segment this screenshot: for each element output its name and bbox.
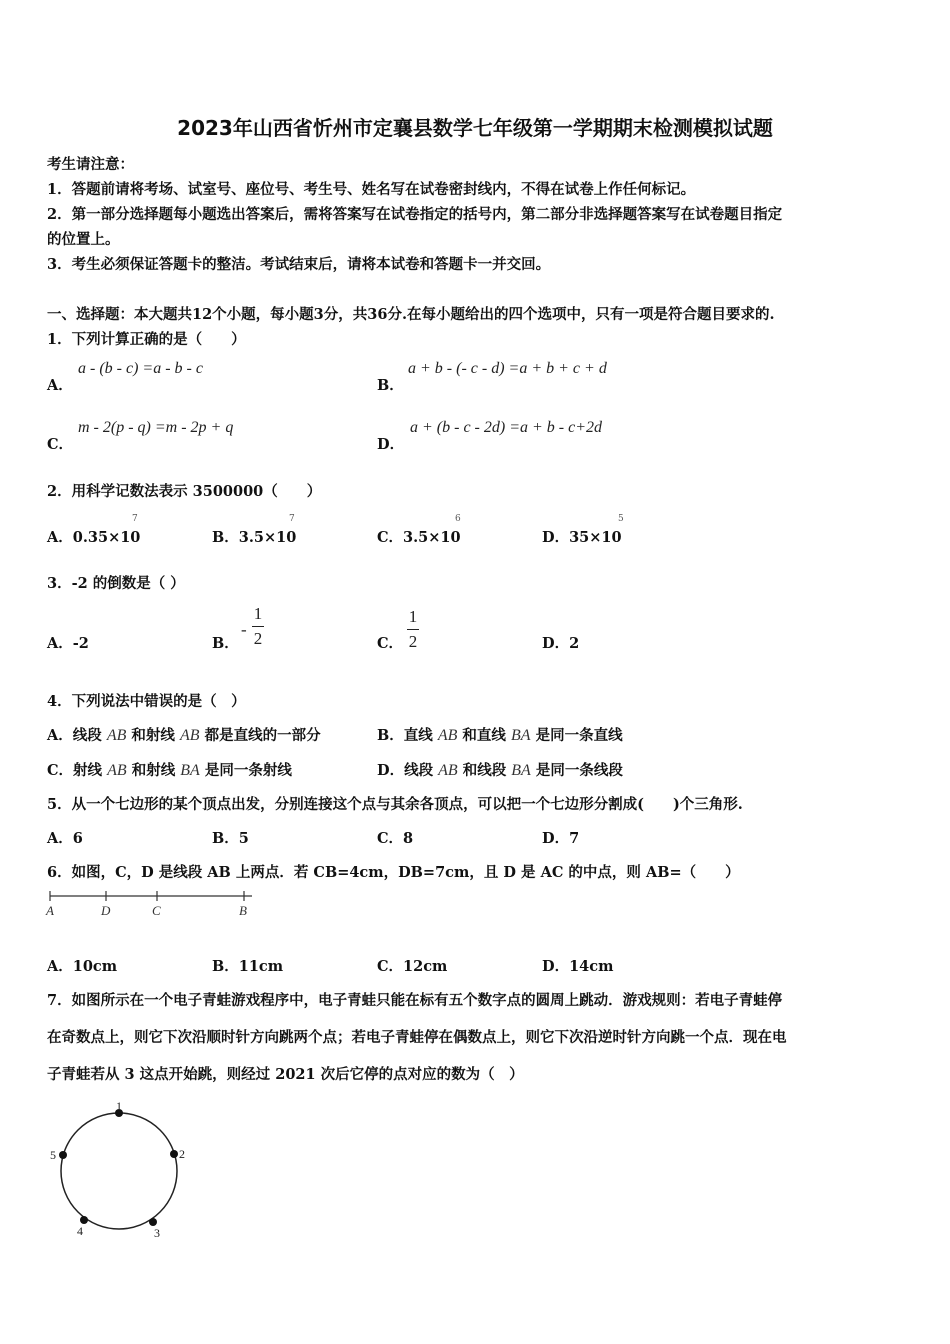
q5-option-c: C．8	[377, 830, 414, 847]
q3-stem: 3．-2 的倒数是（ ）	[47, 575, 185, 592]
q2-option-b-exp: 7	[289, 514, 295, 524]
notice-item-1: 1．答题前请将考场、试室号、座位号、考生号、姓名写在试卷密封线内，不得在试卷上作任何标记。	[47, 181, 696, 198]
notice-item-2-cont: 的位置上。	[47, 231, 120, 248]
q1-option-c: m - 2(p - q) =m - 2p + q	[78, 419, 234, 436]
notice-item-2: 2．第一部分选择题每小题选出答案后，需将答案写在试卷指定的括号内，第二部分非选择题答案写在试卷题目指定	[47, 206, 783, 223]
q1-stem: 1．下列计算正确的是（ ）	[47, 331, 246, 348]
q3-option-c-numerator: 1	[408, 607, 418, 626]
q2-option-d: D．35×10	[542, 529, 622, 546]
q6-line-segment-figure	[44, 888, 258, 920]
q5-option-b: B．5	[212, 830, 249, 847]
point-2-label: 2	[179, 1147, 185, 1161]
notice-heading: 考生请注意：	[47, 156, 134, 173]
q7-circle-figure	[44, 1094, 194, 1244]
q2-option-c: C．3.5×10	[377, 529, 461, 546]
q2-option-b: B．3.5×10	[212, 529, 297, 546]
q3-option-b-sign: -	[241, 620, 247, 639]
point-2-dot	[170, 1150, 178, 1158]
q1-option-a: a - (b - c) =a - b - c	[78, 360, 203, 377]
q4-option-a: A．线段 AB 和射线 AB 都是直线的一部分	[47, 727, 321, 744]
q2-option-a-exp: 7	[132, 514, 138, 524]
q1-option-d-label: D．	[377, 436, 405, 453]
point-a-label: A	[46, 903, 54, 918]
q3-option-d: D．2	[542, 635, 580, 652]
fraction-bar	[407, 629, 419, 630]
q6-option-a: A．10cm	[47, 958, 118, 975]
q3-option-c-fraction	[407, 607, 419, 652]
point-5-label: 5	[50, 1148, 56, 1162]
q6-option-c: C．12cm	[377, 958, 448, 975]
q4-option-b: B．直线 AB 和直线 BA 是同一条直线	[377, 727, 623, 744]
q6-option-b: B．11cm	[212, 958, 284, 975]
point-3-label: 3	[154, 1226, 160, 1240]
frog-circle	[61, 1113, 177, 1229]
q3-option-b-denominator: 2	[253, 629, 263, 648]
point-4-dot	[80, 1216, 88, 1224]
page-title: 2023年山西省忻州市定襄县数学七年级第一学期期末检测模拟试题	[177, 116, 773, 140]
q5-option-a: A．6	[47, 830, 83, 847]
q6-stem: 6．如图，C，D 是线段 AB 上两点．若 CB=4cm，DB=7cm，且 D 是 AC 的中点，则 AB=（ ）	[47, 864, 740, 881]
q4-stem: 4．下列说法中错误的是（ ）	[47, 693, 246, 710]
point-1-label: 1	[116, 1099, 122, 1113]
q1-option-b: a + b - (- c - d) =a + b + c + d	[408, 360, 607, 377]
point-b-label: B	[239, 903, 247, 918]
point-4-label: 4	[77, 1224, 83, 1238]
q2-option-c-exp: 6	[455, 514, 461, 524]
section-header: 一、选择题：本大题共12个小题，每小题3分，共36分.在每小题给出的四个选项中，只有一项是符合题目要求的.	[47, 306, 775, 323]
point-5-dot	[59, 1151, 67, 1159]
q1-option-c-label: C．	[47, 436, 74, 453]
q7-stem-line-2: 在奇数点上，则它下次沿顺时针方向跳两个点；若电子青蛙停在偶数点上，则它下次沿逆时针方向跳一个点．现在电	[47, 1029, 787, 1046]
q6-option-d: D．14cm	[542, 958, 614, 975]
q2-stem: 2．用科学记数法表示 3500000（ ）	[47, 483, 322, 500]
q7-stem-line-3: 子青蛙若从 3 这点开始跳，则经过 2021 次后它停的点对应的数为（ ）	[47, 1066, 524, 1083]
point-3-dot	[149, 1218, 157, 1226]
q5-stem: 5．从一个七边形的某个顶点出发，分别连接这个点与其余各顶点，可以把一个七边形分割成( )个三角形.	[47, 796, 743, 813]
q2-option-a: A．0.35×10	[47, 529, 141, 546]
notice-item-3: 3．考生必须保证答题卡的整洁。考试结束后，请将本试卷和答题卡一并交回。	[47, 256, 551, 273]
q7-stem-line-1: 7．如图所示在一个电子青蛙游戏程序中，电子青蛙只能在标有五个数字点的圆周上跳动．游戏规则：若电子青蛙停	[47, 992, 783, 1009]
q1-option-b-label: B．	[377, 377, 404, 394]
q4-option-c: C．射线 AB 和射线 BA 是同一条射线	[47, 762, 292, 779]
q5-option-d: D．7	[542, 830, 580, 847]
q1-option-d: a + (b - c - 2d) =a + b - c+2d	[410, 419, 603, 436]
q3-option-c-label: C．	[377, 635, 404, 652]
q2-option-d-exp: 5	[618, 514, 624, 524]
q3-option-c-denominator: 2	[408, 632, 418, 651]
point-c-label: C	[152, 903, 161, 918]
q3-option-b-numerator: 1	[253, 604, 263, 623]
fraction-bar	[252, 626, 264, 627]
point-d-label: D	[101, 903, 111, 918]
q3-option-b-fraction	[252, 604, 264, 649]
q4-option-d: D．线段 AB 和线段 BA 是同一条线段	[377, 762, 623, 779]
q3-option-a: A．-2	[47, 635, 89, 652]
q3-option-b-label: B．	[212, 635, 239, 652]
q1-option-a-label: A．	[47, 377, 73, 394]
